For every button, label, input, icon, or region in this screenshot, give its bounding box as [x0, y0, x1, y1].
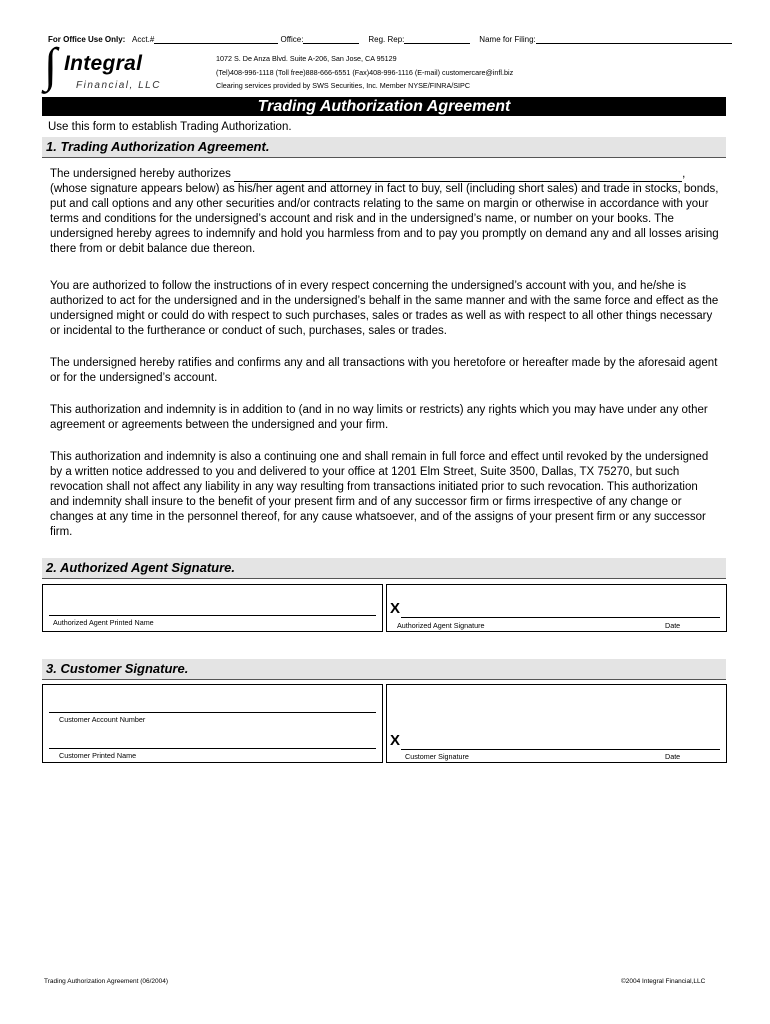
customer-account-number-field[interactable]	[49, 712, 376, 713]
agent-printed-name-label: Authorized Agent Printed Name	[53, 618, 154, 627]
name-for-filing-field[interactable]	[536, 34, 732, 44]
name-for-filing-label: Name for Filing:	[479, 35, 536, 44]
agent-signature-label: Authorized Agent Signature	[397, 621, 485, 630]
logo-integral-symbol: ∫	[44, 39, 58, 92]
form-intro: Use this form to establish Trading Authorization.	[48, 121, 292, 133]
section3-heading: 3. Customer Signature.	[42, 659, 726, 680]
section1-body	[50, 167, 720, 557]
footer-copyright: ©2004 Integral Financial,LLC	[621, 978, 706, 985]
section1-paragraph-1: The undersigned hereby authorizes , (whose signature appears below) as his/her agent and attorney in fact to buy, sell (including short sales) and trade in stocks, bonds, put and call options and any other securities and/or contracts relating to the same on margin or otherwise in accordance with your terms and conditions for the undersigned’s account and risk and in the undersigned’s name, or number on your books. The undersigned hereby agrees to indemnify and hold you harmless from and to pay you promptly on demand any and all losses arising there from or debit balance due thereon.	[50, 168, 719, 255]
form-title: Trading Authorization Agreement	[42, 97, 726, 116]
agent-signature-x-mark: X	[390, 600, 401, 617]
clearing-notice: Clearing services provided by SWS Securities, Inc. Member NYSE/FINRA/SIPC	[216, 81, 471, 90]
customer-date-label: Date	[665, 752, 681, 761]
office-label: Office:	[280, 35, 304, 44]
reg-rep-label: Reg. Rep:	[368, 35, 405, 44]
office-field[interactable]	[303, 34, 359, 44]
agent-date-label: Date	[665, 621, 681, 630]
customer-info-box	[42, 684, 383, 763]
company-contact: (Tel)408-996-1118 (Toll free)888-666-6551 (Fax)408-996-1116 (E-mail) customercare@infl.biz	[216, 68, 514, 77]
customer-printed-name-label: Customer Printed Name	[59, 751, 137, 760]
section1-paragraph-3: The undersigned hereby ratifies and confirms any and all transactions with you heretofore or hereafter made by the aforesaid agent or for the undersigned’s account.	[50, 357, 718, 384]
section2-heading: 2. Authorized Agent Signature.	[42, 558, 726, 579]
customer-signature-field[interactable]	[401, 749, 720, 750]
agent-signature-box	[386, 584, 727, 632]
agent-printed-name-field[interactable]	[49, 615, 376, 616]
office-use-label: For Office Use Only:	[48, 35, 126, 44]
agent-printed-name-box	[42, 584, 383, 632]
authorizes-rest: (whose signature appears below) as his/her agent and attorney in fact to buy, sell (including short sales) and trade in stocks, bonds, put and call options and any other securities and/or contracts relating to the same on margin or otherwise in accordance with your terms and conditions for the undersigned’s account and risk and in the undersigned’s name, or number on your books. The undersigned hereby agrees to indemnify and hold you harmless from and to pay you promptly on demand any and all losses arising there from or debit balance due thereon.	[50, 183, 719, 255]
acct-field[interactable]	[154, 34, 278, 44]
reg-rep-field[interactable]	[404, 34, 470, 44]
customer-signature-box	[386, 684, 727, 763]
authorizes-lead: The undersigned hereby authorizes	[50, 168, 231, 180]
section1-heading: 1. Trading Authorization Agreement.	[42, 137, 726, 158]
section1-paragraph-4: This authorization and indemnity is in addition to (and in no way limits or restricts) any rights which you may have under any other agreement or agreements between the undersigned and your firm.	[50, 404, 708, 431]
section1-paragraph-2: You are authorized to follow the instructions of in every respect concerning the undersigned’s account with you, and he/she is authorized to act for the undersigned and in the undersigned’s behalf in the same manner and with the same force and effect as the undersigned might or could do with respect to such purchases, sales or trades as well as with respect to all other things necessary or incidental to the furtherance or conduct of such, purchases, sales or trades.	[50, 280, 719, 337]
customer-signature-label: Customer Signature	[405, 752, 469, 761]
office-use-row	[48, 34, 732, 44]
acct-label: Acct.#	[132, 35, 155, 44]
section1-paragraph-5: This authorization and indemnity is also a continuing one and shall remain in full force and effect until revoked by the undersigned by a written notice addressed to you and delivered to your office at 1201 Elm Street, Suite 3500, Dallas, TX 75270, but such revocation shall not affect any liability in any way resulting from transactions initiated prior to such revocation. This authorization and indemnity shall insure to the benefit of your present firm and of any successor firm or firms irrespective of any change or changes at any time in the personnel thereof, for any cause whatsoever, and of the assigns of your present firm or any successor firm.	[50, 451, 709, 538]
agent-signature-field[interactable]	[401, 617, 720, 618]
logo-name: Integral	[64, 52, 143, 75]
footer-form-version: Trading Authorization Agreement (06/2004)	[44, 978, 169, 985]
customer-account-number-label: Customer Account Number	[59, 715, 146, 724]
agent-name-field[interactable]	[234, 170, 682, 182]
company-address: 1072 S. De Anza Blvd. Suite A-206, San Jose, CA 95129	[216, 54, 397, 63]
customer-signature-x-mark: X	[390, 732, 401, 749]
customer-printed-name-field[interactable]	[49, 748, 376, 749]
logo-subtitle: Financial, LLC	[76, 80, 161, 91]
